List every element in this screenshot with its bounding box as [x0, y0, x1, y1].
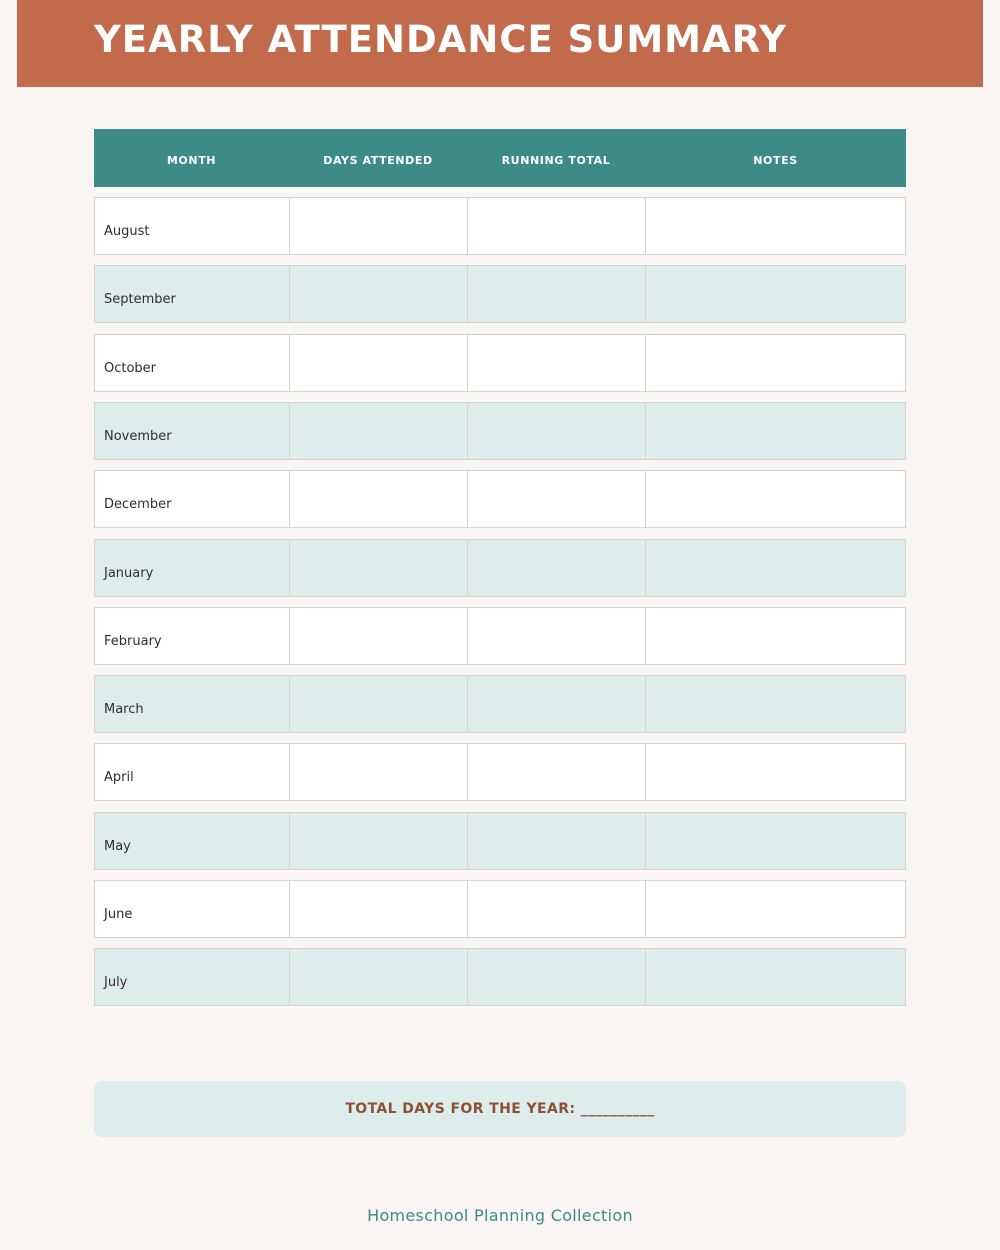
notes-cell[interactable]: [646, 813, 905, 869]
table-row: [94, 607, 906, 665]
table-row: [94, 675, 906, 733]
running-total-cell[interactable]: [468, 540, 646, 596]
notes-cell[interactable]: [646, 949, 905, 1005]
table-row: [94, 470, 906, 528]
days-attended-cell[interactable]: [290, 266, 468, 322]
days-attended-cell[interactable]: [290, 676, 468, 732]
running-total-cell[interactable]: [468, 949, 646, 1005]
days-attended-cell[interactable]: [290, 403, 468, 459]
table-row: [94, 265, 906, 323]
column-header-notes: NOTES: [753, 154, 798, 167]
running-total-cell[interactable]: [468, 744, 646, 800]
month-cell: [95, 198, 290, 254]
notes-cell[interactable]: [646, 266, 905, 322]
month-label: March: [104, 702, 144, 717]
month-cell: [95, 813, 290, 869]
days-attended-cell[interactable]: [290, 540, 468, 596]
month-label: October: [104, 361, 157, 376]
notes-cell[interactable]: [646, 676, 905, 732]
days-attended-cell[interactable]: [290, 881, 468, 937]
notes-cell[interactable]: [646, 403, 905, 459]
running-total-cell[interactable]: [468, 676, 646, 732]
running-total-cell[interactable]: [468, 813, 646, 869]
month-label: February: [104, 634, 162, 649]
running-total-cell[interactable]: [468, 881, 646, 937]
month-cell: [95, 676, 290, 732]
running-total-cell[interactable]: [468, 403, 646, 459]
column-header-month: MONTH: [166, 154, 217, 167]
notes-cell[interactable]: [646, 335, 905, 391]
table-row: [94, 197, 906, 255]
table-row: [94, 334, 906, 392]
days-attended-cell[interactable]: [290, 471, 468, 527]
page-title: YEARLY ATTENDANCE SUMMARY: [94, 18, 787, 61]
month-label: November: [104, 429, 172, 444]
month-cell: [95, 471, 290, 527]
total-days-label: TOTAL DAYS FOR THE YEAR: __________: [345, 1101, 655, 1117]
month-label: April: [104, 770, 134, 785]
table-row: [94, 743, 906, 801]
notes-cell[interactable]: [646, 198, 905, 254]
header-band: [17, 0, 983, 87]
month-cell: [95, 540, 290, 596]
days-attended-cell[interactable]: [290, 813, 468, 869]
table-row: [94, 880, 906, 938]
running-total-cell[interactable]: [468, 608, 646, 664]
month-cell: [95, 335, 290, 391]
month-cell: [95, 744, 290, 800]
month-cell: [95, 881, 290, 937]
table-row: [94, 948, 906, 1006]
month-label: May: [104, 839, 131, 854]
month-label: December: [104, 497, 172, 512]
days-attended-cell[interactable]: [290, 744, 468, 800]
month-cell: [95, 949, 290, 1005]
month-label: August: [104, 224, 150, 239]
month-cell: [95, 608, 290, 664]
running-total-cell[interactable]: [468, 266, 646, 322]
table-header: [94, 129, 906, 187]
running-total-cell[interactable]: [468, 471, 646, 527]
days-attended-cell[interactable]: [290, 198, 468, 254]
notes-cell[interactable]: [646, 881, 905, 937]
month-label: June: [104, 907, 133, 922]
days-attended-cell[interactable]: [290, 335, 468, 391]
notes-cell[interactable]: [646, 744, 905, 800]
month-label: September: [104, 292, 176, 307]
column-header-running-total: RUNNING TOTAL: [501, 154, 611, 167]
notes-cell[interactable]: [646, 608, 905, 664]
month-label: July: [104, 975, 128, 990]
table-row: [94, 812, 906, 870]
running-total-cell[interactable]: [468, 198, 646, 254]
days-attended-cell[interactable]: [290, 608, 468, 664]
column-header-days-attended: DAYS ATTENDED: [323, 154, 433, 167]
month-cell: [95, 266, 290, 322]
days-attended-cell[interactable]: [290, 949, 468, 1005]
month-label: January: [104, 566, 154, 581]
notes-cell[interactable]: [646, 540, 905, 596]
running-total-cell[interactable]: [468, 335, 646, 391]
footer-text: Homeschool Planning Collection: [367, 1206, 633, 1225]
notes-cell[interactable]: [646, 471, 905, 527]
total-days-box: [94, 1081, 906, 1137]
table-row: [94, 539, 906, 597]
table-row: [94, 402, 906, 460]
month-cell: [95, 403, 290, 459]
